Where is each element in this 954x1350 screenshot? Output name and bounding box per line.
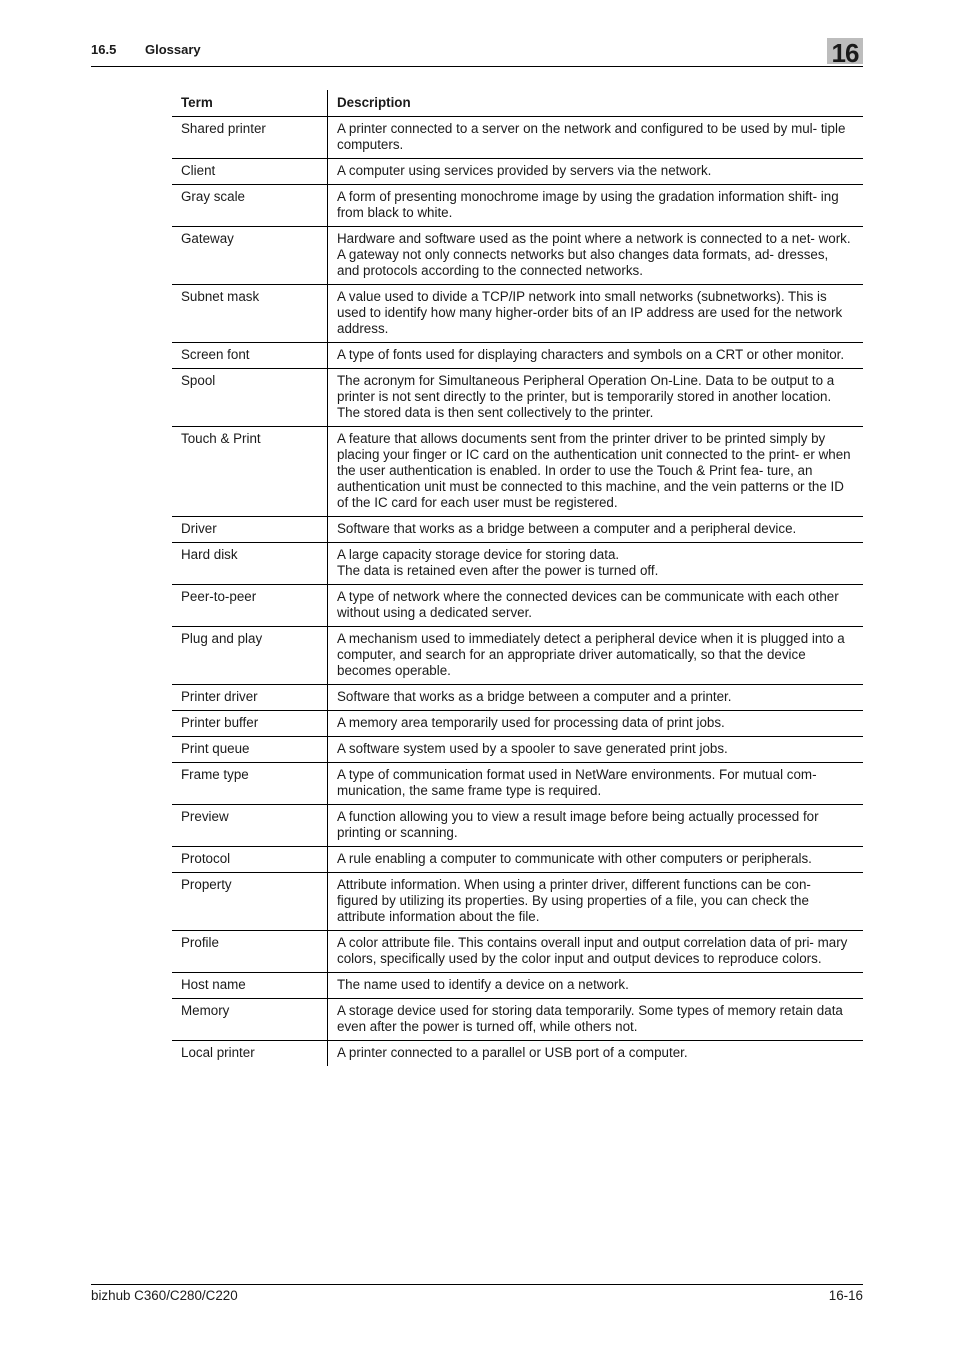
term-cell: Host name bbox=[172, 973, 328, 999]
table-row bbox=[172, 685, 863, 711]
table-row bbox=[172, 737, 863, 763]
term-cell: Hard disk bbox=[172, 543, 328, 585]
description-cell: A software system used by a spooler to save generated print jobs. bbox=[328, 737, 864, 763]
term-cell: Frame type bbox=[172, 763, 328, 805]
description-cell: A type of fonts used for displaying characters and symbols on a CRT or other monitor. bbox=[328, 343, 864, 369]
table-row bbox=[172, 543, 863, 585]
page-footer bbox=[91, 1284, 863, 1303]
table-row bbox=[172, 159, 863, 185]
description-cell: A printer connected to a parallel or USB port of a computer. bbox=[337, 1045, 688, 1060]
description-cell: Software that works as a bridge between a computer and a peripheral device. bbox=[328, 517, 864, 543]
description-cell: Software that works as a bridge between a computer and a printer. bbox=[328, 685, 864, 711]
table-row bbox=[172, 973, 863, 999]
term-cell: Print queue bbox=[172, 737, 328, 763]
term-cell: Shared printer bbox=[172, 117, 328, 159]
description-cell: The name used to identify a device on a network. bbox=[328, 973, 864, 999]
term-cell: Peer-to-peer bbox=[172, 585, 328, 627]
table-row bbox=[172, 117, 863, 159]
table-row bbox=[172, 627, 863, 685]
term-cell: Profile bbox=[172, 931, 328, 973]
description-cell: A computer using services provided by servers via the network. bbox=[328, 159, 864, 185]
table-row bbox=[172, 517, 863, 543]
term-column-header: Term bbox=[172, 90, 328, 117]
term-cell: Plug and play bbox=[172, 627, 328, 685]
description-cell: A color attribute file. This contains overall input and output correlation data of pri- mary colors, specifically used by the color input and output devices to reproduce colors. bbox=[328, 931, 864, 973]
term-cell: Spool bbox=[172, 369, 328, 427]
glossary-body bbox=[172, 117, 863, 1067]
table-row bbox=[172, 847, 863, 873]
footer-model: bizhub C360/C280/C220 bbox=[91, 1288, 238, 1303]
table-row bbox=[172, 711, 863, 737]
table-row bbox=[172, 369, 863, 427]
term-cell: Printer buffer bbox=[172, 711, 328, 737]
term-cell: Screen font bbox=[172, 343, 328, 369]
description-cell: Attribute information. When using a printer driver, different functions can be con- figured by utilizing its properties. By using properties of a file, you can check the attribute information about the file. bbox=[328, 873, 864, 931]
table-row bbox=[172, 763, 863, 805]
term-cell: Preview bbox=[172, 805, 328, 847]
description-cell: A feature that allows documents sent from the printer driver to be printed simply by placing your finger or IC card on the authentication unit connected to the print- er when the user authentication is enabled. In order to use the Touch & Print fea- ture, an authentication unit must be connected to this machine, and the vein patterns or the ID of the IC card for each user must be registered. bbox=[328, 427, 864, 517]
term-cell: Gray scale bbox=[172, 185, 328, 227]
table-row bbox=[172, 585, 863, 627]
term-cell: Gateway bbox=[172, 227, 328, 285]
description-cell: A form of presenting monochrome image by using the gradation information shift- ing from black to white. bbox=[328, 185, 864, 227]
table-row bbox=[172, 343, 863, 369]
description-column-header: Description bbox=[328, 90, 864, 117]
table-row bbox=[172, 805, 863, 847]
description-cell: A type of communication format used in NetWare environments. For mutual com- munication, the same frame type is required. bbox=[328, 763, 864, 805]
description-cell: A mechanism used to immediately detect a peripheral device when it is plugged into a computer, and search for an appropriate driver automatically, so that the device becomes operable. bbox=[328, 627, 864, 685]
description-cell: A memory area temporarily used for processing data of print jobs. bbox=[328, 711, 864, 737]
table-row bbox=[172, 185, 863, 227]
section-number: 16.5 bbox=[91, 42, 117, 57]
table-row bbox=[172, 873, 863, 931]
table-row bbox=[172, 285, 863, 343]
term-cell: Client bbox=[172, 159, 328, 185]
description-cell: A storage device used for storing data temporarily. Some types of memory retain data even after the power is turned off, while others not. bbox=[328, 999, 864, 1041]
description-cell: A value used to divide a TCP/IP network into small networks (subnetworks). This is used to identify how many higher-order bits of an IP address are used for the network address. bbox=[328, 285, 864, 343]
term-cell: Touch & Print bbox=[172, 427, 328, 517]
term-cell: Driver bbox=[172, 517, 328, 543]
description-cell: A large capacity storage device for storing data. The data is retained even after the power is turned off. bbox=[328, 543, 864, 585]
table-row bbox=[172, 227, 863, 285]
term-cell: Subnet mask bbox=[172, 285, 328, 343]
table-row bbox=[172, 999, 863, 1041]
term-cell: Property bbox=[172, 873, 328, 931]
table-header-row bbox=[172, 90, 863, 117]
chapter-badge: 16 bbox=[827, 38, 863, 64]
term-cell: Memory bbox=[172, 999, 328, 1041]
page-header bbox=[91, 40, 863, 67]
term-cell: Printer driver bbox=[172, 685, 328, 711]
description-cell: Hardware and software used as the point where a network is connected to a net- work. A gateway not only connects networks but also changes data formats, ad- dresses, and protocols according to the connected networks. bbox=[328, 227, 864, 285]
description-cell: A rule enabling a computer to communicate with other computers or peripherals. bbox=[328, 847, 864, 873]
description-cell: A printer connected to a server on the network and configured to be used by mul- tiple computers. bbox=[328, 117, 864, 159]
footer-page-number: 16-16 bbox=[828, 1288, 863, 1303]
table-row bbox=[172, 931, 863, 973]
glossary-table bbox=[172, 90, 863, 1066]
section-title: Glossary bbox=[145, 42, 201, 57]
description-cell: A function allowing you to view a result image before being actually processed for printing or scanning. bbox=[328, 805, 864, 847]
description-cell: A type of network where the connected devices can be communicate with each other without using a dedicated server. bbox=[328, 585, 864, 627]
table-row bbox=[172, 427, 863, 517]
term-cell: Protocol bbox=[172, 847, 328, 873]
description-cell: The acronym for Simultaneous Peripheral Operation On-Line. Data to be output to a printer is not sent directly to the printer, but is temporarily stored in another location. The stored data is then sent collectively to the printer. bbox=[328, 369, 864, 427]
table-row bbox=[172, 1041, 863, 1067]
term-cell: Local printer bbox=[172, 1041, 328, 1067]
